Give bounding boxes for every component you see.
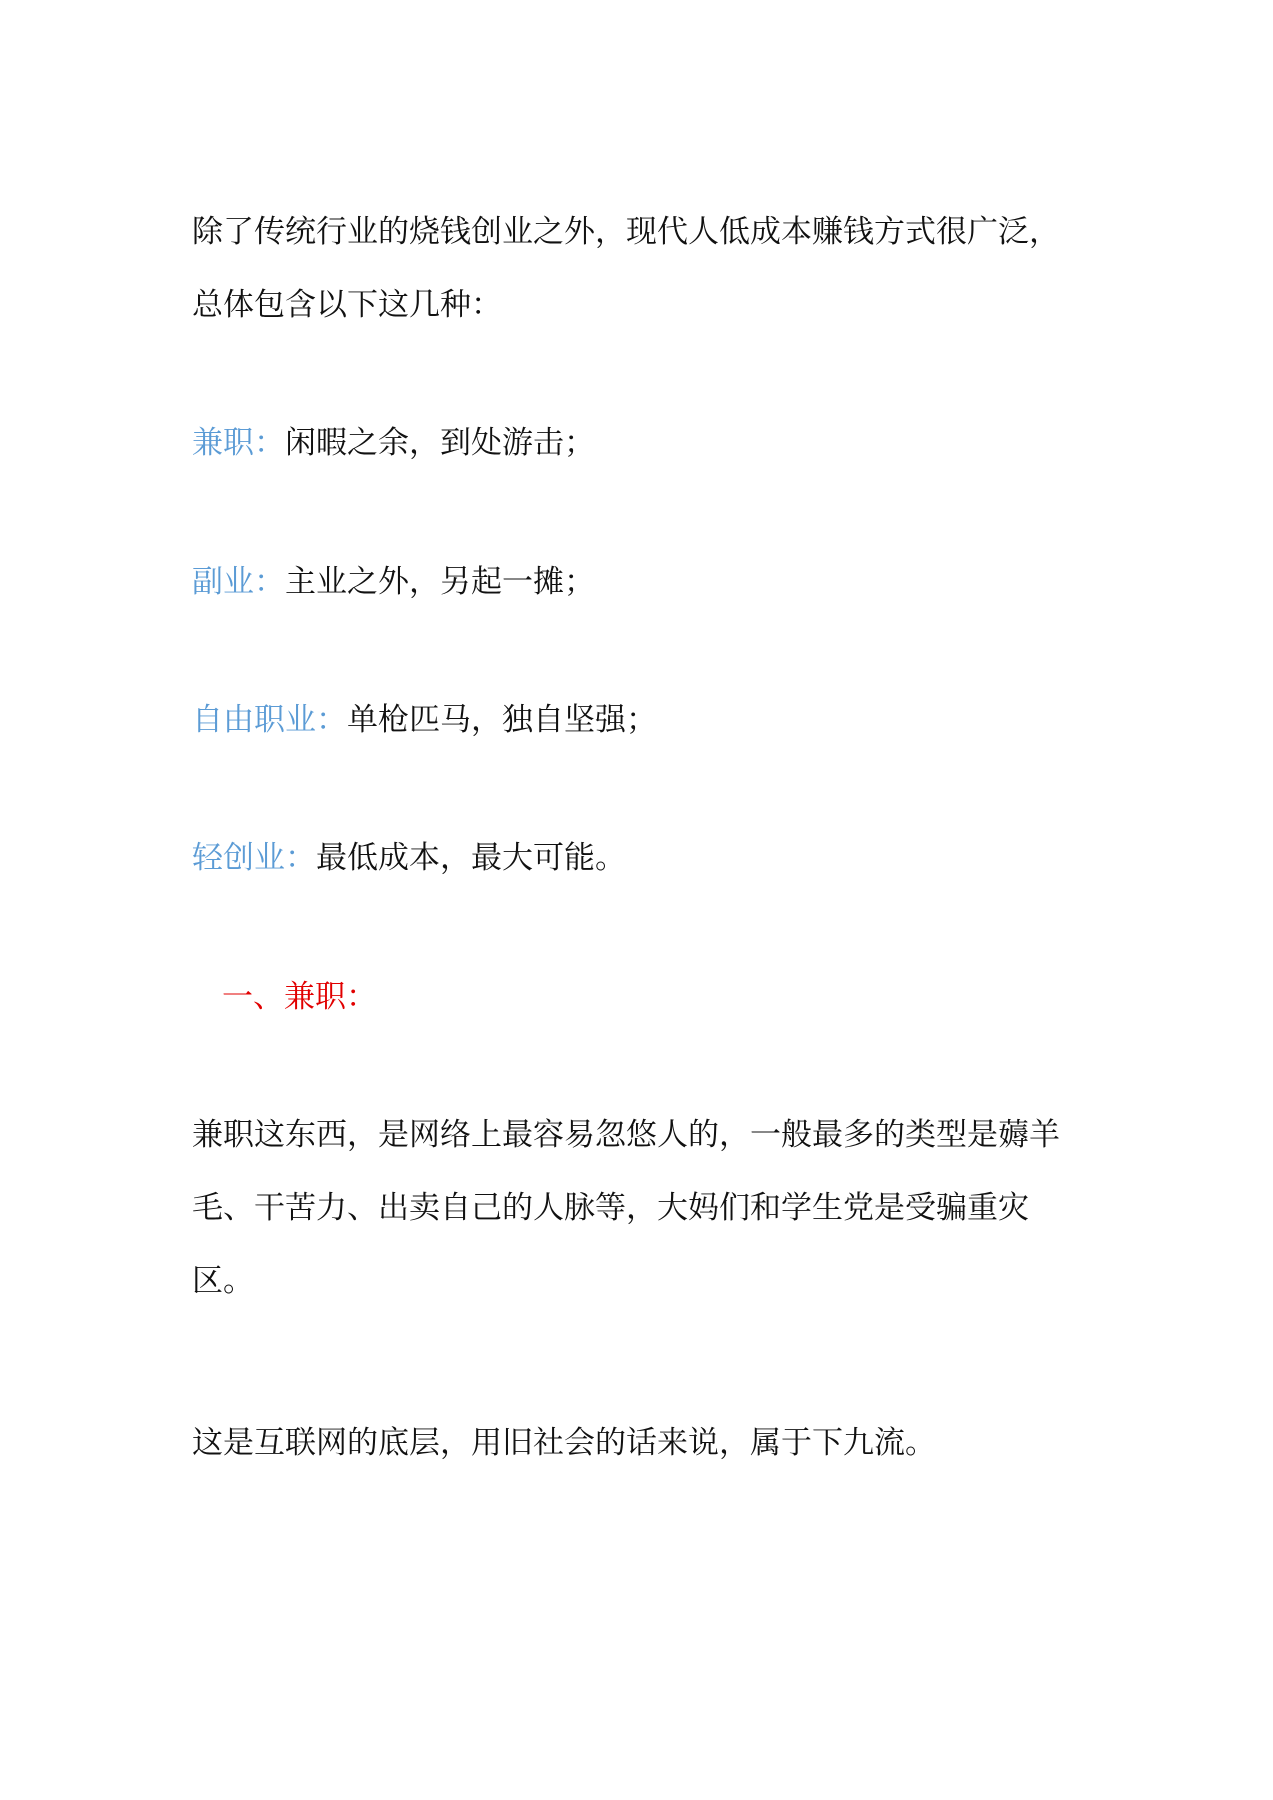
list-item-desc: 闲暇之余，到处游击； [285,425,595,461]
list-item-desc: 最低成本，最大可能。 [316,840,626,876]
list-item-part-time [192,423,595,463]
list-item-term: 轻创业： [192,840,316,876]
paragraph-1-line-1: 兼职这东西，是网络上最容易忽悠人的，一般最多的类型是薅羊 [192,1117,1060,1153]
list-item-term: 自由职业： [192,702,347,738]
list-item-desc: 单枪匹马，独自坚强； [347,702,657,738]
paragraph-1-line-2: 毛、干苦力、出卖自己的人脉等，大妈们和学生党是受骗重灾 [192,1190,1029,1226]
intro-line-1: 除了传统行业的烧钱创业之外，现代人低成本赚钱方式很广泛， [192,214,1060,250]
list-item-side-job [192,562,595,602]
list-item-freelance [192,700,657,740]
list-item-term: 兼职： [192,425,285,461]
paragraph-1-line-3: 区。 [192,1263,254,1299]
intro-line-2: 总体包含以下这几种： [192,287,502,323]
section-heading: 一、兼职： [222,979,377,1015]
list-item-light-startup [192,838,626,878]
list-item-desc: 主业之外，另起一摊； [285,564,595,600]
list-item-term: 副业： [192,564,285,600]
paragraph-2: 这是互联网的底层，用旧社会的话来说，属于下九流。 [192,1425,936,1461]
